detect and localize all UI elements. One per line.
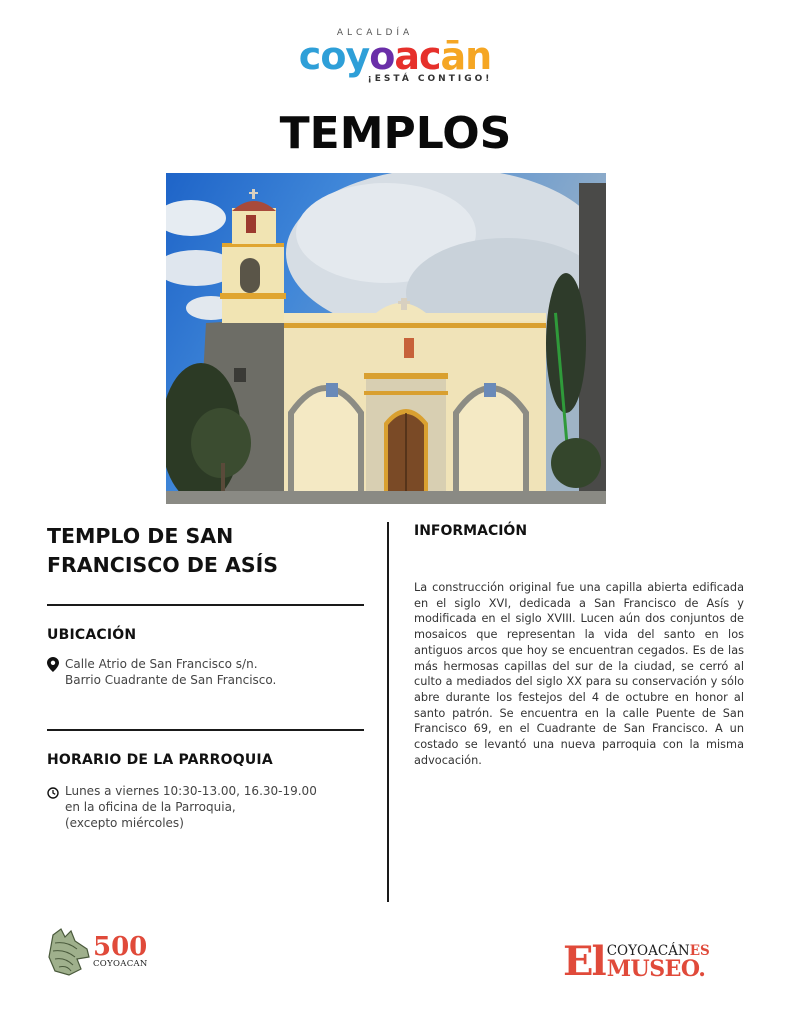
divider: [47, 729, 364, 731]
logo-letter: a: [394, 34, 419, 78]
clock-icon: [47, 784, 65, 802]
logo-500-name: COYOACAN: [93, 959, 148, 969]
alcaldia-coyoacan-logo: [270, 28, 520, 98]
information-body: La construcción original fue una capilla abierta edificada en el siglo XVI, dedicada a San Francisco de Asís y modificada en el siglo XVIII. Lucen aún dos conjuntos de mosaicos que representan la vida del santo en los antiguos arcos que hoy se encuentran cegados. Es de las más hermosas capillas del sur de la ciudad, se cerró al culto a mediados del siglo XX para su conservación y sólo abre durante los festejos del 4 de octubre en honor al santo patrón. Se encuentra en la calle Puente de San Francisco 69, en el Cuadrante de San Francisco. A un costado se levantó una nueva parroquia con la misma advocación.: [414, 581, 744, 767]
logo-letter: n: [465, 34, 492, 78]
schedule-heading: HORARIO DE LA PARROQUIA: [47, 752, 273, 768]
logo-letter: c: [298, 34, 321, 78]
page-title: TEMPLOS: [279, 108, 512, 159]
column-divider: [387, 522, 389, 902]
location-heading: UBICACIÓN: [47, 627, 137, 643]
logo-letter: c: [418, 34, 441, 78]
coyoacan-500-logo: [47, 926, 167, 978]
address-line: Barrio Cuadrante de San Francisco.: [65, 673, 277, 687]
el-coyoacan-es-museo-logo: [563, 934, 710, 985]
logo-letter: ā: [440, 34, 466, 78]
logo-alcaldia-text: ALCALDÍA: [336, 28, 414, 38]
schedule-line: (excepto miércoles): [65, 816, 184, 830]
address-line: Calle Atrio de San Francisco s/n.: [65, 657, 258, 671]
church-facade-image: [166, 173, 606, 504]
schedule-line: Lunes a viernes 10:30-13.00, 16.30-19.00: [65, 784, 317, 798]
divider: [47, 604, 364, 606]
coyote-head-icon: [47, 927, 91, 977]
logo-letter: o: [369, 34, 395, 78]
information-heading: INFORMACIÓN: [414, 523, 528, 539]
museo-logo-museo: MUSEO.: [606, 956, 706, 982]
schedule-text: [65, 783, 317, 831]
location-address: [65, 656, 276, 688]
museo-logo-el: El: [563, 938, 605, 985]
logo-wordmark: [270, 34, 520, 78]
temple-photo: [166, 173, 606, 504]
museo-logo-es: ES: [689, 943, 710, 959]
logo-letter: o: [320, 34, 346, 78]
schedule-line: en la oficina de la Parroquia,: [65, 800, 236, 814]
temple-name: TEMPLO DE SAN FRANCISCO DE ASÍS: [47, 524, 279, 577]
map-pin-icon: [47, 657, 65, 675]
logo-letter: y: [345, 34, 370, 78]
location-detail: [47, 656, 276, 688]
museo-logo-coyoacan: COYOACÁN: [606, 943, 690, 959]
logo-500-number: 500: [93, 932, 148, 962]
schedule-detail: [47, 783, 317, 831]
logo-tagline: ¡ESTÁ CONTIGO!: [367, 74, 493, 84]
